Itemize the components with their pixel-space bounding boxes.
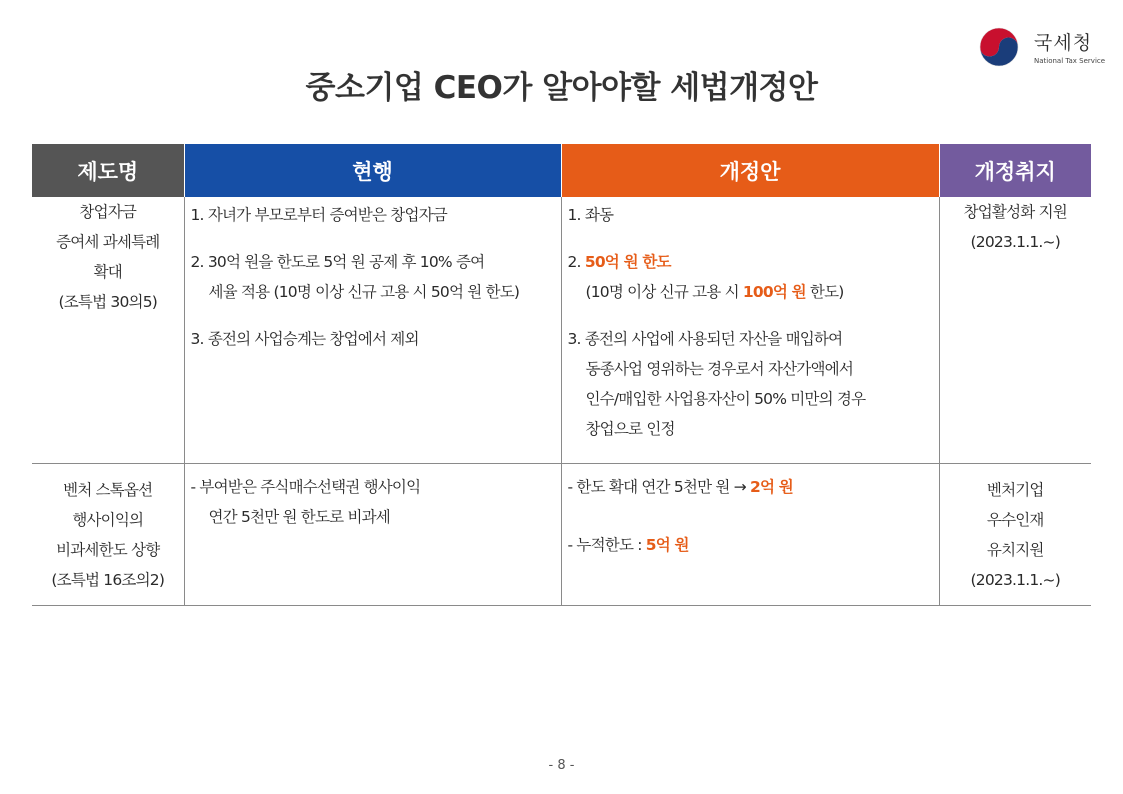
highlight-amount: 5억 원 <box>645 535 689 554</box>
revised-text: - 누적한도 : <box>567 535 646 554</box>
revised-item <box>568 530 933 560</box>
system-name-line: 벤처 스톡옵션 <box>63 480 153 499</box>
purpose-line: 벤처기업 <box>986 480 1044 499</box>
current-item-cont: 세율 적용 (10명 이상 신규 고용 시 50억 원 한도) <box>208 283 520 301</box>
page-title: 중소기업 CEO가 알아야할 세법개정안 <box>305 70 818 106</box>
header-system-name: 제도명 <box>32 144 184 197</box>
current-item: 2. 30억 원을 한도로 5억 원 공제 후 10% 증여 <box>190 253 485 271</box>
logo-name: 국세청 <box>1034 32 1093 54</box>
purpose-line: 우수인재 <box>986 510 1044 529</box>
system-name-line: 증여세 과세특례 <box>56 233 160 251</box>
highlight-amount: 2억 원 <box>750 477 793 496</box>
system-name-cell <box>32 197 184 463</box>
tax-reform-table <box>32 144 1091 606</box>
current-item: - 부여받은 주식매수선택권 행사이익 <box>190 477 421 496</box>
highlight-amount: 50억 원 한도 <box>584 253 671 271</box>
revised-item-prefix: 2. <box>567 253 585 271</box>
table-row <box>32 197 1091 463</box>
purpose-line: (2023.1.1.~) <box>970 233 1060 251</box>
purpose-line: (2023.1.1.~) <box>970 570 1060 589</box>
current-rule-cell <box>184 197 561 463</box>
revised-item: 3. 종전의 사업에 사용되던 자산을 매입하여 <box>567 330 843 348</box>
purpose-cell <box>939 463 1091 605</box>
system-name-cell <box>32 463 184 605</box>
current-rule-cell <box>184 463 561 605</box>
system-name-line: 확대 <box>93 263 122 281</box>
system-name-line: (조특법 30의5) <box>58 293 157 311</box>
revised-text: - 한도 확대 연간 5천만 원 → <box>567 477 750 496</box>
current-item: 1. 자녀가 부모로부터 증여받은 창업자금 <box>190 206 447 224</box>
system-name-line: 행사이익의 <box>72 510 144 529</box>
system-name-line: 비과세한도 상향 <box>56 540 160 559</box>
purpose-cell <box>939 197 1091 463</box>
table-header-row <box>32 144 1091 197</box>
current-item: 3. 종전의 사업승계는 창업에서 제외 <box>190 330 419 348</box>
highlight-amount: 100억 원 <box>742 283 806 301</box>
revised-rule-cell <box>561 197 939 463</box>
revised-item <box>568 247 933 277</box>
page-number: - 8 - <box>548 758 575 773</box>
revised-item: 1. 좌동 <box>567 206 614 224</box>
revised-rule-cell <box>561 463 939 605</box>
system-name-line: 창업자금 <box>79 203 137 221</box>
current-item-cont: 연간 5천만 원 한도로 비과세 <box>208 507 390 526</box>
revised-item-cont <box>568 277 933 307</box>
revised-text: (10명 이상 신규 고용 시 <box>585 283 743 301</box>
revised-item-cont: 인수/매입한 사업용자산이 50% 미만의 경우 <box>585 390 866 408</box>
purpose-line: 유치지원 <box>986 540 1044 559</box>
logo-name-en: National Tax Service <box>1034 57 1106 65</box>
system-name-line: (조특법 16조의2) <box>51 570 165 589</box>
table-row <box>32 463 1091 605</box>
header-revised: 개정안 <box>561 144 939 197</box>
header-current: 현행 <box>184 144 561 197</box>
revised-text: 한도) <box>805 283 844 301</box>
header-purpose: 개정취지 <box>939 144 1091 197</box>
purpose-line: 창업활성화 지원 <box>963 203 1067 221</box>
revised-item <box>568 472 933 502</box>
revised-item-cont: 동종사업 영위하는 경우로서 자산가액에서 <box>585 360 853 378</box>
revised-item-cont: 창업으로 인정 <box>585 420 675 438</box>
